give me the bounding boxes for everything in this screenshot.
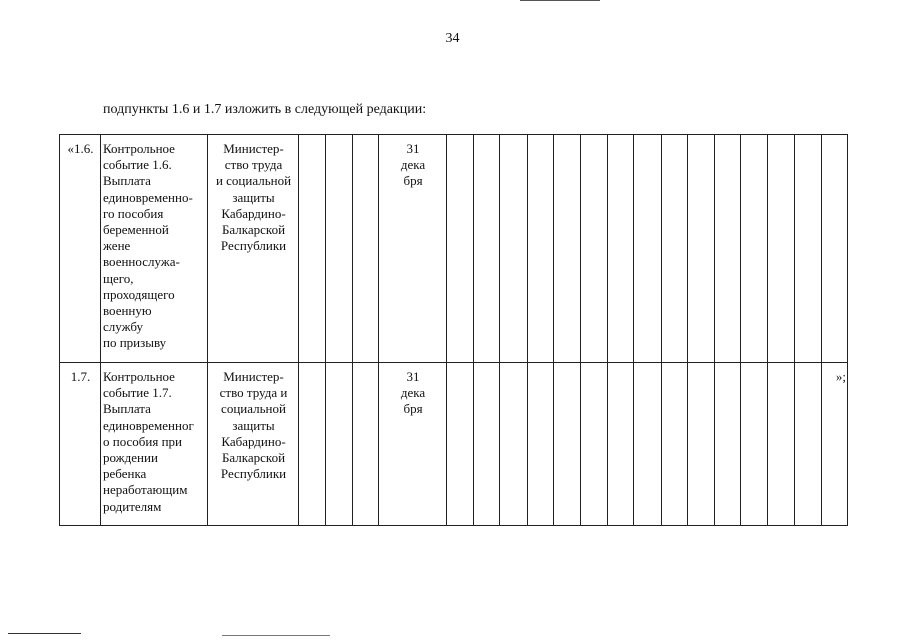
empty-cell <box>741 363 768 526</box>
empty-cell <box>474 135 500 363</box>
deadline-cell: 31 дека бря <box>379 135 447 363</box>
empty-cell <box>581 135 608 363</box>
empty-cell <box>474 363 500 526</box>
empty-cell <box>353 363 379 526</box>
empty-cell <box>634 135 662 363</box>
closing-quote: »; <box>822 363 848 526</box>
event-cell: Контрольное событие 1.7. Выплата единовременног о пособия при рождении ребенка неработающим родителям <box>101 363 208 526</box>
empty-cell <box>741 135 768 363</box>
empty-cell <box>662 135 688 363</box>
table-row <box>60 135 848 363</box>
empty-cell <box>768 363 795 526</box>
empty-cell <box>500 363 528 526</box>
row-number: «1.6. <box>60 135 101 363</box>
empty-cell <box>326 135 353 363</box>
empty-cell <box>662 363 688 526</box>
empty-cell <box>528 363 554 526</box>
event-cell: Контрольное событие 1.6. Выплата единовременно- го пособия беременной жене военнослужа- щего, проходящего военную службу по призыву <box>101 135 208 363</box>
page-number: 34 <box>445 31 460 46</box>
scan-mark-bottom-left <box>8 633 81 634</box>
table-row <box>60 363 848 526</box>
empty-cell <box>299 363 326 526</box>
empty-cell <box>715 363 741 526</box>
empty-cell <box>353 135 379 363</box>
scan-mark-bottom-center <box>222 635 330 636</box>
scan-mark-top <box>520 0 600 1</box>
deadline-cell: 31 дека бря <box>379 363 447 526</box>
empty-cell <box>688 135 715 363</box>
closing-quote <box>822 135 848 363</box>
row-number: 1.7. <box>60 363 101 526</box>
empty-cell <box>554 363 581 526</box>
empty-cell <box>715 135 741 363</box>
responsible-org-cell: Министер- ство труда и социальной защиты Кабардино- Балкарской Республики <box>208 363 299 526</box>
empty-cell <box>795 363 822 526</box>
empty-cell <box>554 135 581 363</box>
empty-cell <box>608 135 634 363</box>
empty-cell <box>634 363 662 526</box>
empty-cell <box>447 363 474 526</box>
plan-table <box>59 134 848 526</box>
empty-cell <box>608 363 634 526</box>
empty-cell <box>795 135 822 363</box>
empty-cell <box>581 363 608 526</box>
intro-text: подпункты 1.6 и 1.7 изложить в следующей редакции: <box>103 102 427 117</box>
empty-cell <box>768 135 795 363</box>
empty-cell <box>299 135 326 363</box>
responsible-org-cell: Министер- ство труда и социальной защиты Кабардино- Балкарской Республики <box>208 135 299 363</box>
empty-cell <box>447 135 474 363</box>
empty-cell <box>528 135 554 363</box>
empty-cell <box>688 363 715 526</box>
empty-cell <box>500 135 528 363</box>
empty-cell <box>326 363 353 526</box>
